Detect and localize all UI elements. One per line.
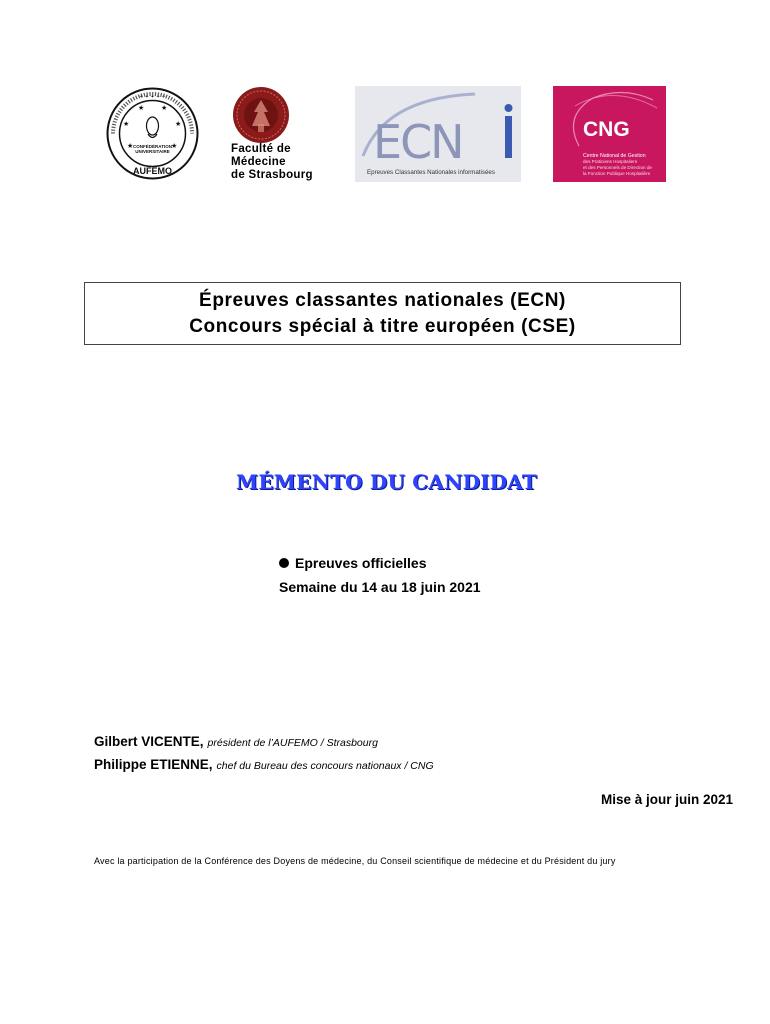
svg-text:et des Personnels de Direction: et des Personnels de Direction de <box>583 165 652 170</box>
svg-text:★: ★ <box>171 143 178 150</box>
update-date: Mise à jour juin 2021 <box>600 792 733 807</box>
title-line-ecn: Épreuves classantes nationales (ECN) <box>199 290 566 311</box>
ecni-wordmark-icon <box>355 86 521 182</box>
title-line-cse: Concours spécial à titre européen (CSE) <box>189 316 576 337</box>
svg-text:CNG: CNG <box>583 118 630 141</box>
faculte-seal-icon <box>232 86 290 144</box>
svg-text:★: ★ <box>123 121 130 128</box>
svg-text:★: ★ <box>127 143 134 150</box>
svg-text:la Fonction Publique Hospitali: la Fonction Publique Hospitalière <box>583 171 651 176</box>
svg-text:Centre National de Gestion: Centre National de Gestion <box>583 153 646 159</box>
title-box <box>84 282 681 345</box>
author-row <box>94 754 434 777</box>
session-info <box>279 551 481 599</box>
svg-text:CONFÉDÉRATION: CONFÉDÉRATION <box>133 144 172 149</box>
author-row <box>94 731 434 754</box>
author-role: chef du Bureau des concours nationaux / CNG <box>216 760 434 772</box>
svg-text:ECN: ECN <box>373 115 463 169</box>
svg-text:AUFEMO: AUFEMO <box>133 166 172 176</box>
session-type: Epreuves officielles <box>295 555 427 571</box>
session-line-1 <box>279 551 481 575</box>
memento-heading: MÉMENTO DU CANDIDAT <box>236 470 537 494</box>
faculte-line-2: Médecine <box>231 156 286 168</box>
authors-block <box>94 731 434 777</box>
aufemo-seal-icon <box>105 86 200 181</box>
svg-text:des Praticiens Hospitaliers: des Praticiens Hospitaliers <box>583 159 638 164</box>
author-role: président de l’AUFEMO / Strasbourg <box>207 737 378 749</box>
svg-text:✦ ✦ ✦ ✦ ✦: ✦ ✦ ✦ ✦ ✦ <box>139 94 166 100</box>
svg-text:★: ★ <box>175 121 182 128</box>
author-name: Philippe ETIENNE, <box>94 757 213 772</box>
faculte-line-1: Faculté de <box>231 143 291 155</box>
cng-wordmark-icon <box>553 86 666 182</box>
svg-text:★: ★ <box>161 105 168 112</box>
aufemo-logo <box>105 86 200 181</box>
svg-text:Epreuves Classantes Nationales: Epreuves Classantes Nationales informatisées <box>367 169 495 176</box>
participation-note: Avec la participation de la Conférence des Doyens de médecine, du Conseil scientifique de médecine et du Président du jury <box>94 856 616 866</box>
faculte-line-3: de Strasbourg <box>231 169 313 181</box>
faculte-medecine-logo <box>226 86 326 184</box>
svg-text:UNIVERSITAIRE: UNIVERSITAIRE <box>135 149 170 154</box>
bullet-icon <box>279 558 289 568</box>
cng-logo <box>553 86 666 182</box>
faculte-label <box>231 143 313 182</box>
svg-text:★: ★ <box>138 105 145 112</box>
ecni-logo <box>355 86 521 182</box>
author-name: Gilbert VICENTE, <box>94 734 204 749</box>
session-dates: Semaine du 14 au 18 juin 2021 <box>279 579 481 595</box>
